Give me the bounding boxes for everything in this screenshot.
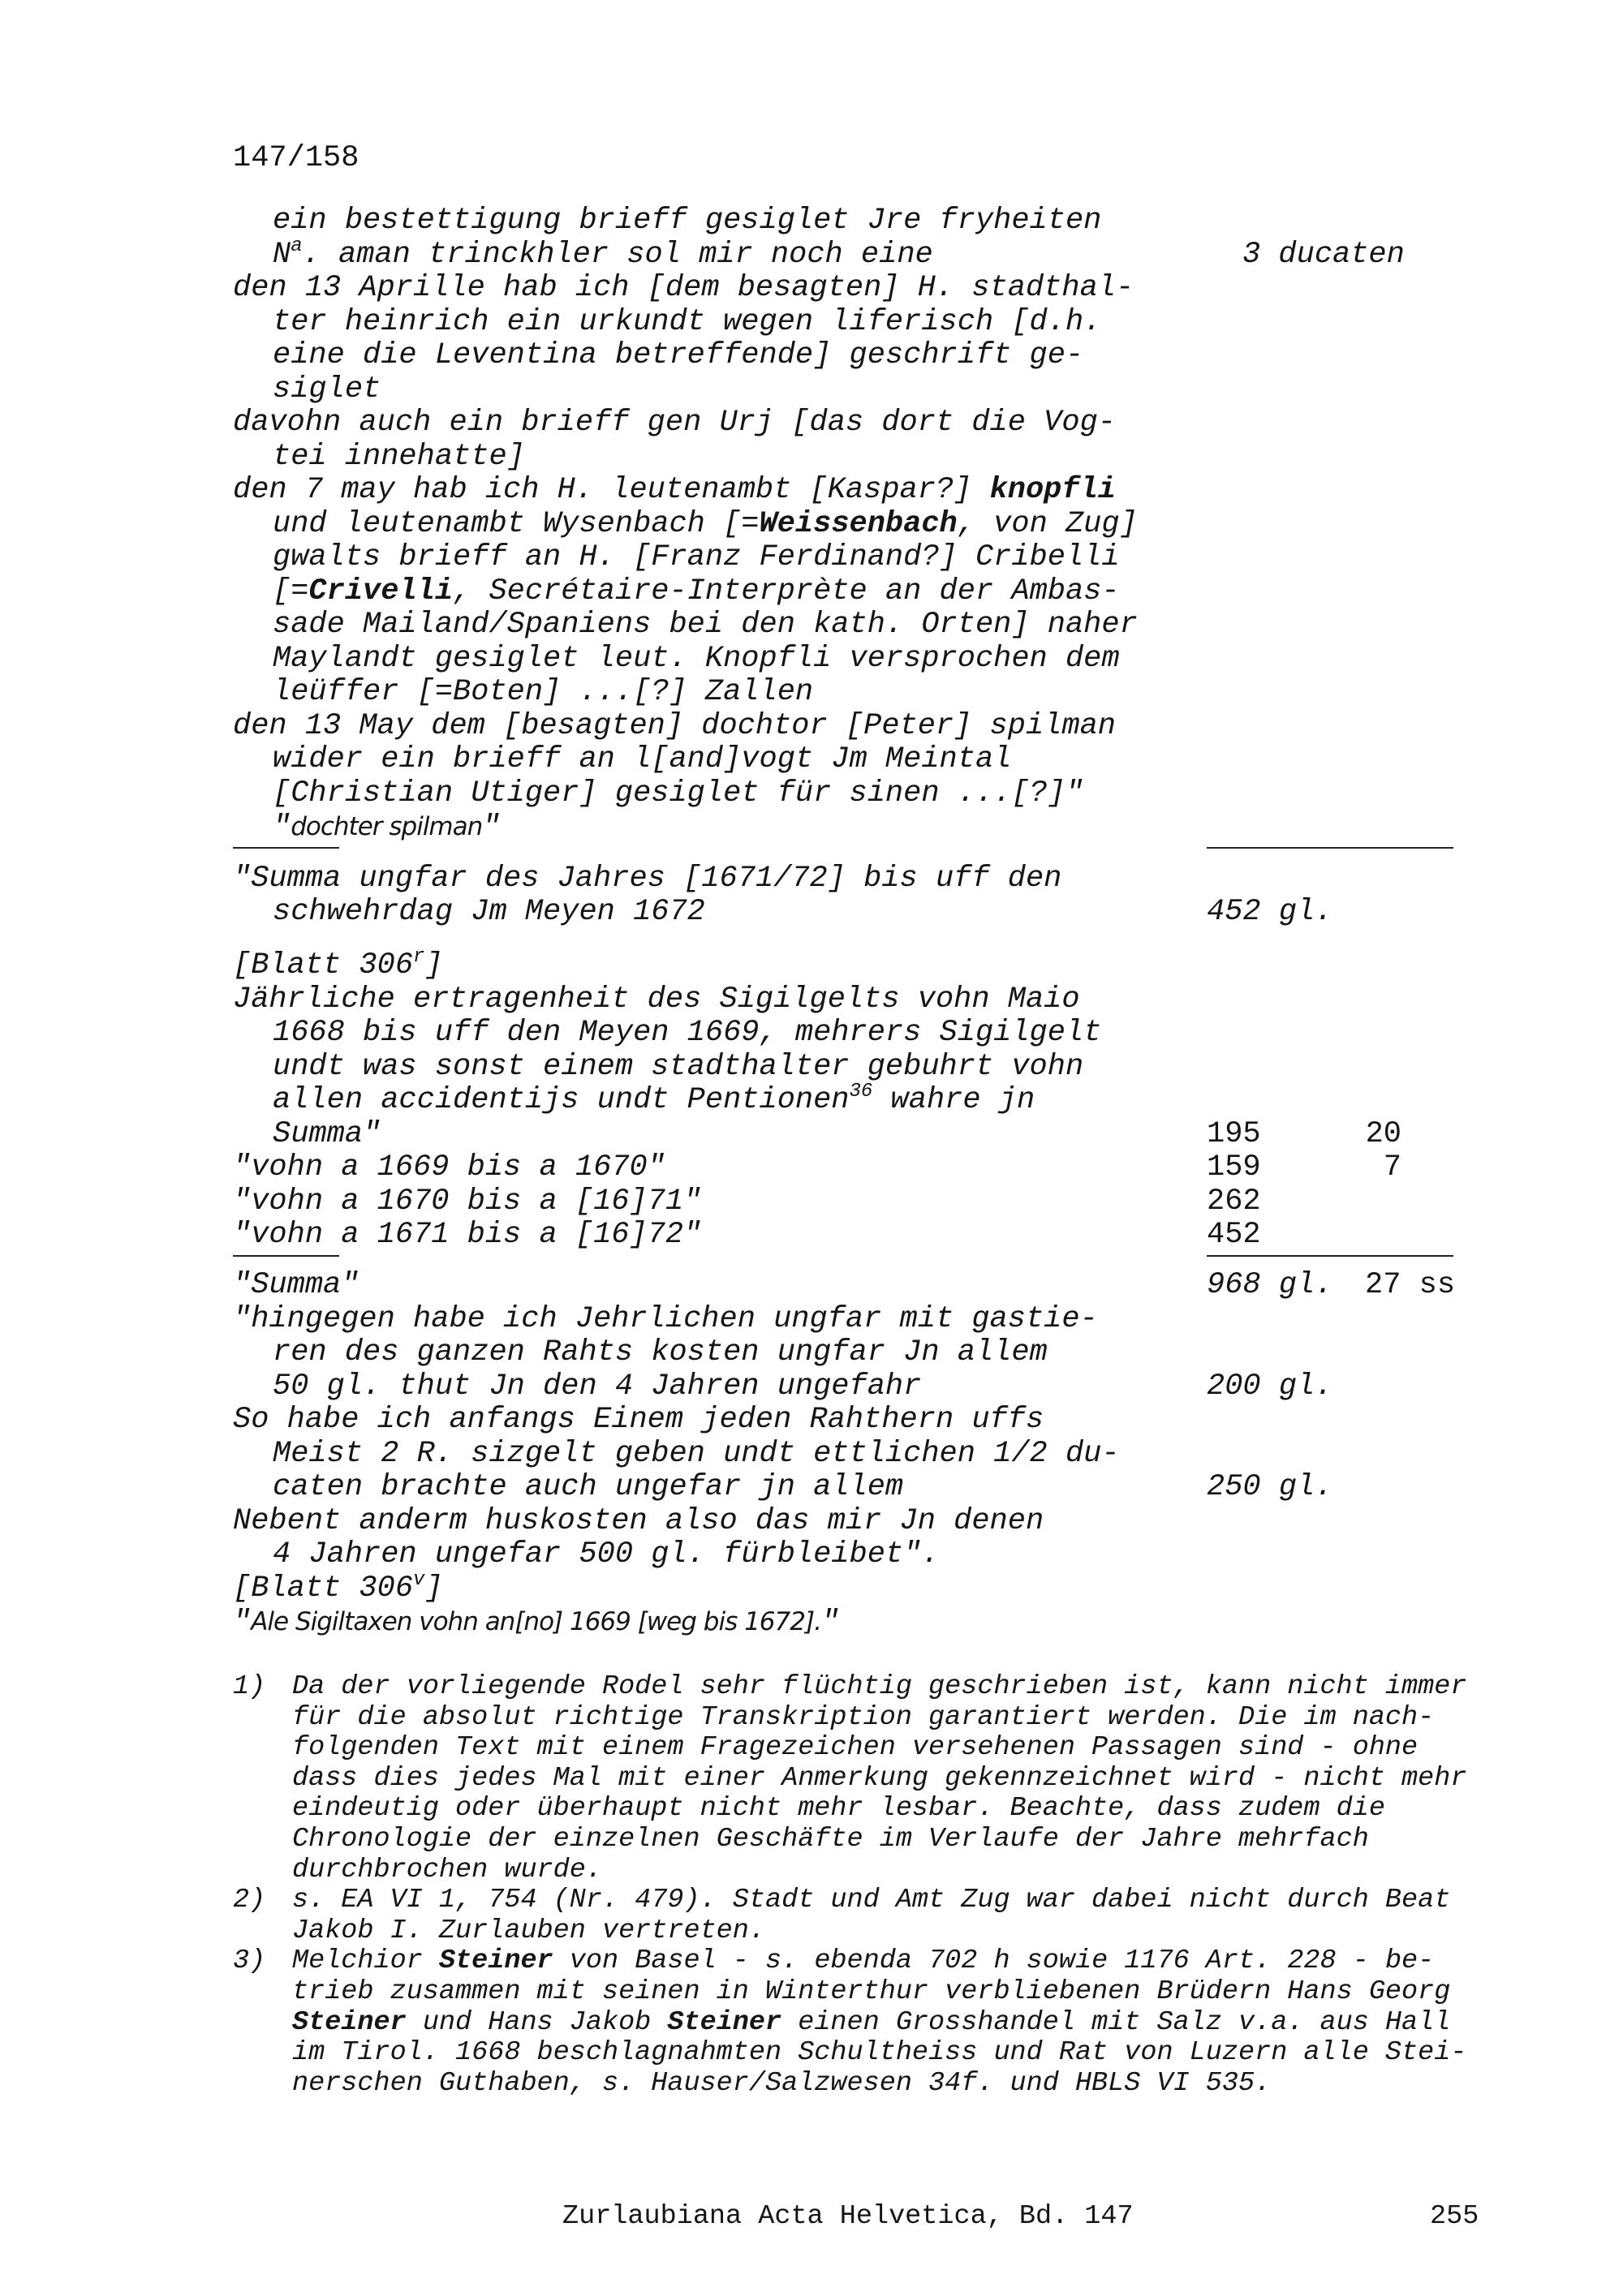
text-line xyxy=(233,608,1483,643)
text-segment: den 13 May dem [besagten] dochtor [Peter] spilman xyxy=(233,708,1116,743)
text-line xyxy=(233,1051,1483,1085)
document-reference: 147/158 xyxy=(233,141,359,175)
handwritten-quote: Ale Sigiltaxen vohn an[no] 1669 [weg bis 1672]. xyxy=(251,1607,821,1636)
text-line xyxy=(233,1017,1483,1051)
text-line xyxy=(233,508,1483,542)
footnote-text xyxy=(292,1825,1369,1855)
text-line xyxy=(233,1151,1483,1185)
text-line xyxy=(233,862,1483,896)
bold-name: knopfli xyxy=(989,473,1116,507)
footnote-line xyxy=(233,1672,1499,1703)
line-text xyxy=(233,983,1080,1017)
text-segment: " xyxy=(233,1606,252,1640)
line-text xyxy=(233,946,443,983)
bold-name: Steiner xyxy=(292,2006,407,2038)
footnote-line xyxy=(233,1946,1499,1977)
text-segment: " xyxy=(273,810,291,845)
line-text xyxy=(273,1438,1120,1472)
text-line xyxy=(233,1336,1483,1370)
text-line xyxy=(233,474,1483,508)
page-number: 255 xyxy=(1430,2201,1479,2232)
line-text xyxy=(273,643,1120,677)
footnote-line xyxy=(233,1885,1499,1916)
text-segment: "Summa" xyxy=(233,1268,359,1302)
text-line xyxy=(233,643,1483,677)
text-segment: den 7 may hab ich H. leutenambt [Kaspar?] xyxy=(233,473,990,507)
text-segment: Meist 2 R. sizgelt geben undt ettlichen 1/2 du- xyxy=(273,1436,1120,1471)
line-text xyxy=(273,541,1120,575)
line-text xyxy=(273,743,1011,777)
footnote-line xyxy=(233,1703,1499,1734)
text-segment: " xyxy=(482,810,501,845)
text-segment: im Tirol. 1668 beschlagnahmten Schultheiss und Rat von Luzern alle Stei- xyxy=(292,2037,1467,2069)
amount: 452 gl. xyxy=(1207,895,1333,929)
footnote-line xyxy=(233,1825,1499,1855)
text-line xyxy=(233,1118,1483,1152)
line-text xyxy=(233,862,1061,896)
footnote-text xyxy=(292,1916,765,1947)
amount: 250 gl. xyxy=(1207,1470,1333,1504)
line-text xyxy=(273,204,1101,239)
text-segment: "Summa ungfar des Jahres [1671/72] bis uff den xyxy=(233,861,1062,896)
text-segment: schwehrdag Jm Meyen 1672 xyxy=(273,895,705,929)
text-line xyxy=(233,710,1483,744)
text-line xyxy=(233,1303,1483,1337)
line-text xyxy=(273,608,1138,643)
footnotes xyxy=(233,1672,1499,2099)
text-segment: 1668 bis uff den Meyen 1669, mehrers Sigilgelt xyxy=(273,1016,1102,1050)
line-text xyxy=(233,474,1116,508)
line-text xyxy=(233,1505,1044,1539)
line-text xyxy=(273,306,1101,340)
text-line xyxy=(233,234,1483,273)
text-segment: So habe ich anfangs Einem jeden Rahthern uffs xyxy=(233,1403,1044,1437)
footnote-number: 3) xyxy=(233,1946,266,1977)
amount: 159 xyxy=(1207,1150,1261,1185)
text-line xyxy=(233,373,1483,407)
footnote-text xyxy=(292,1794,1385,1825)
footnote-text xyxy=(292,1672,1466,1703)
line-text xyxy=(233,1219,701,1253)
text-segment: [Blatt 306 xyxy=(233,948,414,982)
footnote-text xyxy=(292,1855,602,1886)
footnote-number: 1) xyxy=(233,1671,266,1702)
amount: 452 xyxy=(1207,1218,1261,1252)
text-segment: [Christian Utiger] gesiglet für sinen ...[?]" xyxy=(273,776,1084,810)
line-text xyxy=(273,339,1083,373)
text-line xyxy=(233,1185,1483,1219)
text-segment: , Secrétaire-Interprète an der Ambas- xyxy=(453,574,1120,608)
line-text xyxy=(273,1336,1048,1370)
text-line xyxy=(233,1606,1483,1640)
line-text xyxy=(233,1404,1044,1438)
text-segment: 50 gl. thut Jn den 4 Jahren ungefahr xyxy=(273,1369,922,1404)
text-segment: "vohn a 1669 bis a 1670" xyxy=(233,1150,665,1185)
text-line xyxy=(233,541,1483,575)
amount-shillings: 27 ss xyxy=(1365,1268,1456,1302)
text-segment: ] xyxy=(424,948,443,982)
text-segment: einen Grosshandel mit Salz v.a. aus Hall xyxy=(781,2006,1451,2038)
line-text xyxy=(233,406,1116,441)
text-segment: siglet xyxy=(273,372,381,406)
text-line xyxy=(233,1568,1483,1606)
line-text xyxy=(233,1151,665,1185)
text-segment: " xyxy=(820,1606,840,1640)
line-text xyxy=(273,1471,903,1505)
text-segment: Da der vorliegende Rodel sehr flüchtig geschrieben ist, kann nicht immer xyxy=(292,1671,1467,1702)
text-line xyxy=(233,406,1483,441)
footnote-line xyxy=(233,2069,1499,2100)
line-text xyxy=(273,810,501,845)
amount: 262 xyxy=(1207,1184,1261,1219)
text-segment: "vohn a 1670 bis a [16]71" xyxy=(233,1184,702,1219)
footnote-line xyxy=(233,1764,1499,1795)
line-text xyxy=(233,1303,1098,1337)
text-line xyxy=(233,1269,1483,1303)
text-segment: 4 Jahren ungefar 500 gl. fürbleibet". xyxy=(273,1537,940,1572)
text-line xyxy=(233,306,1483,340)
transcription-body xyxy=(233,204,1483,1640)
footnote-text xyxy=(292,1977,1450,2008)
superscript: a xyxy=(291,234,303,257)
line-text xyxy=(273,1081,1035,1118)
superscript: r xyxy=(413,946,425,968)
text-segment: undt was sonst einem stadthalter gebuhrt vohn xyxy=(273,1049,1084,1084)
text-segment: , von Zug] xyxy=(957,506,1138,541)
text-segment: ter heinrich ein urkundt wegen liferisch [d.h. xyxy=(273,304,1102,339)
footnote-line xyxy=(233,1794,1499,1825)
line-text xyxy=(273,575,1120,609)
footnote-line xyxy=(233,1733,1499,1764)
superscript: v xyxy=(413,1568,425,1591)
text-line xyxy=(233,896,1483,930)
text-segment: Maylandt gesiglet leut. Knopfli versprochen dem xyxy=(273,641,1120,676)
bold-name: Steiner xyxy=(438,1946,553,1977)
text-segment: ] xyxy=(424,1571,443,1606)
text-segment: trieb zusammen mit seinen in Winterthur verbliebenen Brüdern Hans Georg xyxy=(292,1976,1451,2007)
text-line xyxy=(233,1538,1483,1572)
amount: 3 ducaten xyxy=(1242,237,1405,272)
footnote-text xyxy=(292,2008,1450,2039)
text-segment: Melchior xyxy=(292,1946,439,1977)
text-line xyxy=(233,1081,1483,1118)
text-segment: "hingegen habe ich Jehrlichen ungfar mit gastie- xyxy=(233,1301,1098,1336)
sum-rule xyxy=(233,845,1483,862)
text-segment: und Hans Jakob xyxy=(406,2006,668,2038)
amount-shillings: 20 xyxy=(1365,1116,1401,1151)
text-line xyxy=(233,1370,1483,1404)
footnote-line xyxy=(233,2008,1499,2039)
text-segment: eindeutig oder überhaupt nicht mehr lesbar. Beachte, dass zudem die xyxy=(292,1793,1385,1825)
text-segment: Chronologie der einzelnen Geschäfte im Verlaufe der Jahre mehrfach xyxy=(292,1823,1369,1855)
footnote-line xyxy=(233,1916,1499,1947)
handwritten-quote: dochter spilman xyxy=(291,812,483,841)
text-segment: [= xyxy=(273,574,309,608)
line-text xyxy=(273,1538,940,1572)
text-line xyxy=(233,810,1483,845)
line-text xyxy=(273,234,933,273)
text-segment: "vohn a 1671 bis a [16]72" xyxy=(233,1218,702,1252)
line-text xyxy=(273,896,705,930)
text-line xyxy=(233,339,1483,373)
footnote-text xyxy=(292,1946,1434,1977)
rule-right xyxy=(1207,847,1453,849)
footer-series-title: Zurlaubiana Acta Helvetica, Bd. 147 xyxy=(562,2201,1134,2232)
footnote-line xyxy=(233,1855,1499,1886)
line-text xyxy=(233,1269,359,1303)
bold-name: Crivelli xyxy=(308,574,454,608)
text-line xyxy=(233,743,1483,777)
text-line xyxy=(233,983,1483,1017)
footnote-number: 2) xyxy=(233,1885,266,1916)
text-segment: caten brachte auch ungefar jn allem xyxy=(273,1470,904,1504)
footnote-text xyxy=(292,1703,1434,1734)
bold-name: Weissenbach xyxy=(759,506,958,541)
footnote-line xyxy=(233,2038,1499,2069)
footnote-line xyxy=(233,1977,1499,2008)
sum-rule xyxy=(233,1253,1483,1270)
text-segment: N xyxy=(273,237,291,272)
text-line xyxy=(233,1438,1483,1472)
text-segment: durchbrochen wurde. xyxy=(292,1854,602,1885)
line-text xyxy=(273,1017,1101,1051)
text-segment: den 13 Aprille hab ich [dem besagten] H. stadthal- xyxy=(233,271,1134,305)
text-segment: Nebent anderm huskosten also das mir Jn denen xyxy=(233,1503,1044,1538)
line-text xyxy=(233,272,1134,306)
footnote-text xyxy=(292,2038,1466,2069)
line-text xyxy=(273,1370,921,1404)
text-line xyxy=(233,1404,1483,1438)
text-segment: und leutenambt Wysenbach [= xyxy=(273,506,760,541)
text-segment: allen accidentijs undt Pentionen xyxy=(273,1083,850,1117)
text-line xyxy=(233,204,1483,239)
text-line xyxy=(233,1505,1483,1539)
amount: 200 gl. xyxy=(1207,1369,1333,1404)
line-text xyxy=(233,1568,443,1606)
line-text xyxy=(273,441,525,475)
text-line xyxy=(233,777,1483,811)
text-line xyxy=(233,946,1483,983)
text-segment: ren des ganzen Rahts kosten ungfar Jn allem xyxy=(273,1335,1048,1369)
text-segment: folgenden Text mit einem Fragezeichen versehenen Passagen sind - ohne xyxy=(292,1732,1419,1764)
line-text xyxy=(233,1606,839,1640)
footnote-text xyxy=(292,1764,1466,1795)
text-segment: leüffer [=Boten] ...[?] Zallen xyxy=(273,675,814,709)
rule-left xyxy=(233,1255,339,1257)
line-text xyxy=(273,676,813,710)
line-text xyxy=(273,777,1083,811)
amount-shillings: 7 xyxy=(1383,1150,1401,1185)
footnote-text xyxy=(292,2069,1271,2100)
text-segment: tei innehatte] xyxy=(273,439,525,474)
bold-name: Steiner xyxy=(667,2006,782,2038)
text-segment: sade Mailand/Spaniens bei den kath. Orten] naher xyxy=(273,608,1138,642)
text-segment: [Blatt 306 xyxy=(233,1571,414,1606)
text-segment: davohn auch ein brieff gen Urj [das dort die Vog- xyxy=(233,406,1116,440)
text-segment: dass dies jedes Mal mit einer Anmerkung gekennzeichnet wird - nicht mehr xyxy=(292,1762,1467,1794)
text-segment: gwalts brieff an H. [Franz Ferdinand?] Cribelli xyxy=(273,540,1120,574)
text-line xyxy=(233,1219,1483,1253)
text-segment: für die absolut richtige Transkription garantiert werden. Die im nach- xyxy=(292,1701,1435,1733)
text-segment: nerschen Guthaben, s. Hauser/Salzwesen 34f. und HBLS VI 535. xyxy=(292,2067,1272,2099)
text-segment: eine die Leventina betreffende] geschrift ge- xyxy=(273,338,1084,372)
line-text xyxy=(233,1185,701,1219)
text-segment: wider ein brieff an l[and]vogt Jm Meintal xyxy=(273,742,1012,776)
line-text xyxy=(273,1051,1083,1085)
text-line xyxy=(233,676,1483,710)
text-segment: . aman trinckhler sol mir noch eine xyxy=(302,237,933,272)
footnote-text xyxy=(292,1885,1450,1916)
superscript: 36 xyxy=(849,1081,873,1103)
line-text xyxy=(233,710,1116,744)
text-segment: ein bestettigung brieff gesiglet Jre fryheiten xyxy=(273,204,1102,238)
text-line xyxy=(233,575,1483,609)
rule-right xyxy=(1207,1255,1453,1257)
text-segment: Jakob I. Zurlauben vertreten. xyxy=(292,1915,765,1946)
line-text xyxy=(273,508,1138,542)
footnote-text xyxy=(292,1733,1418,1764)
line-text xyxy=(273,373,381,407)
text-segment: s. EA VI 1, 754 (Nr. 479). Stadt und Amt Zug war dabei nicht durch Beat xyxy=(292,1885,1451,1916)
amount: 968 gl. xyxy=(1207,1268,1333,1302)
text-line xyxy=(233,272,1483,306)
text-segment: Jährliche ertragenheit des Sigilgelts vohn Maio xyxy=(233,982,1080,1017)
text-segment: Summa" xyxy=(273,1116,381,1151)
text-segment: von Basel - s. ebenda 702 h sowie 1176 Art. 228 - be- xyxy=(553,1946,1435,1977)
text-line xyxy=(233,441,1483,475)
line-text xyxy=(273,1118,381,1152)
amount: 195 xyxy=(1207,1116,1261,1151)
text-line xyxy=(233,1471,1483,1505)
text-segment: wahre jn xyxy=(872,1083,1035,1117)
rule-left xyxy=(233,847,339,849)
